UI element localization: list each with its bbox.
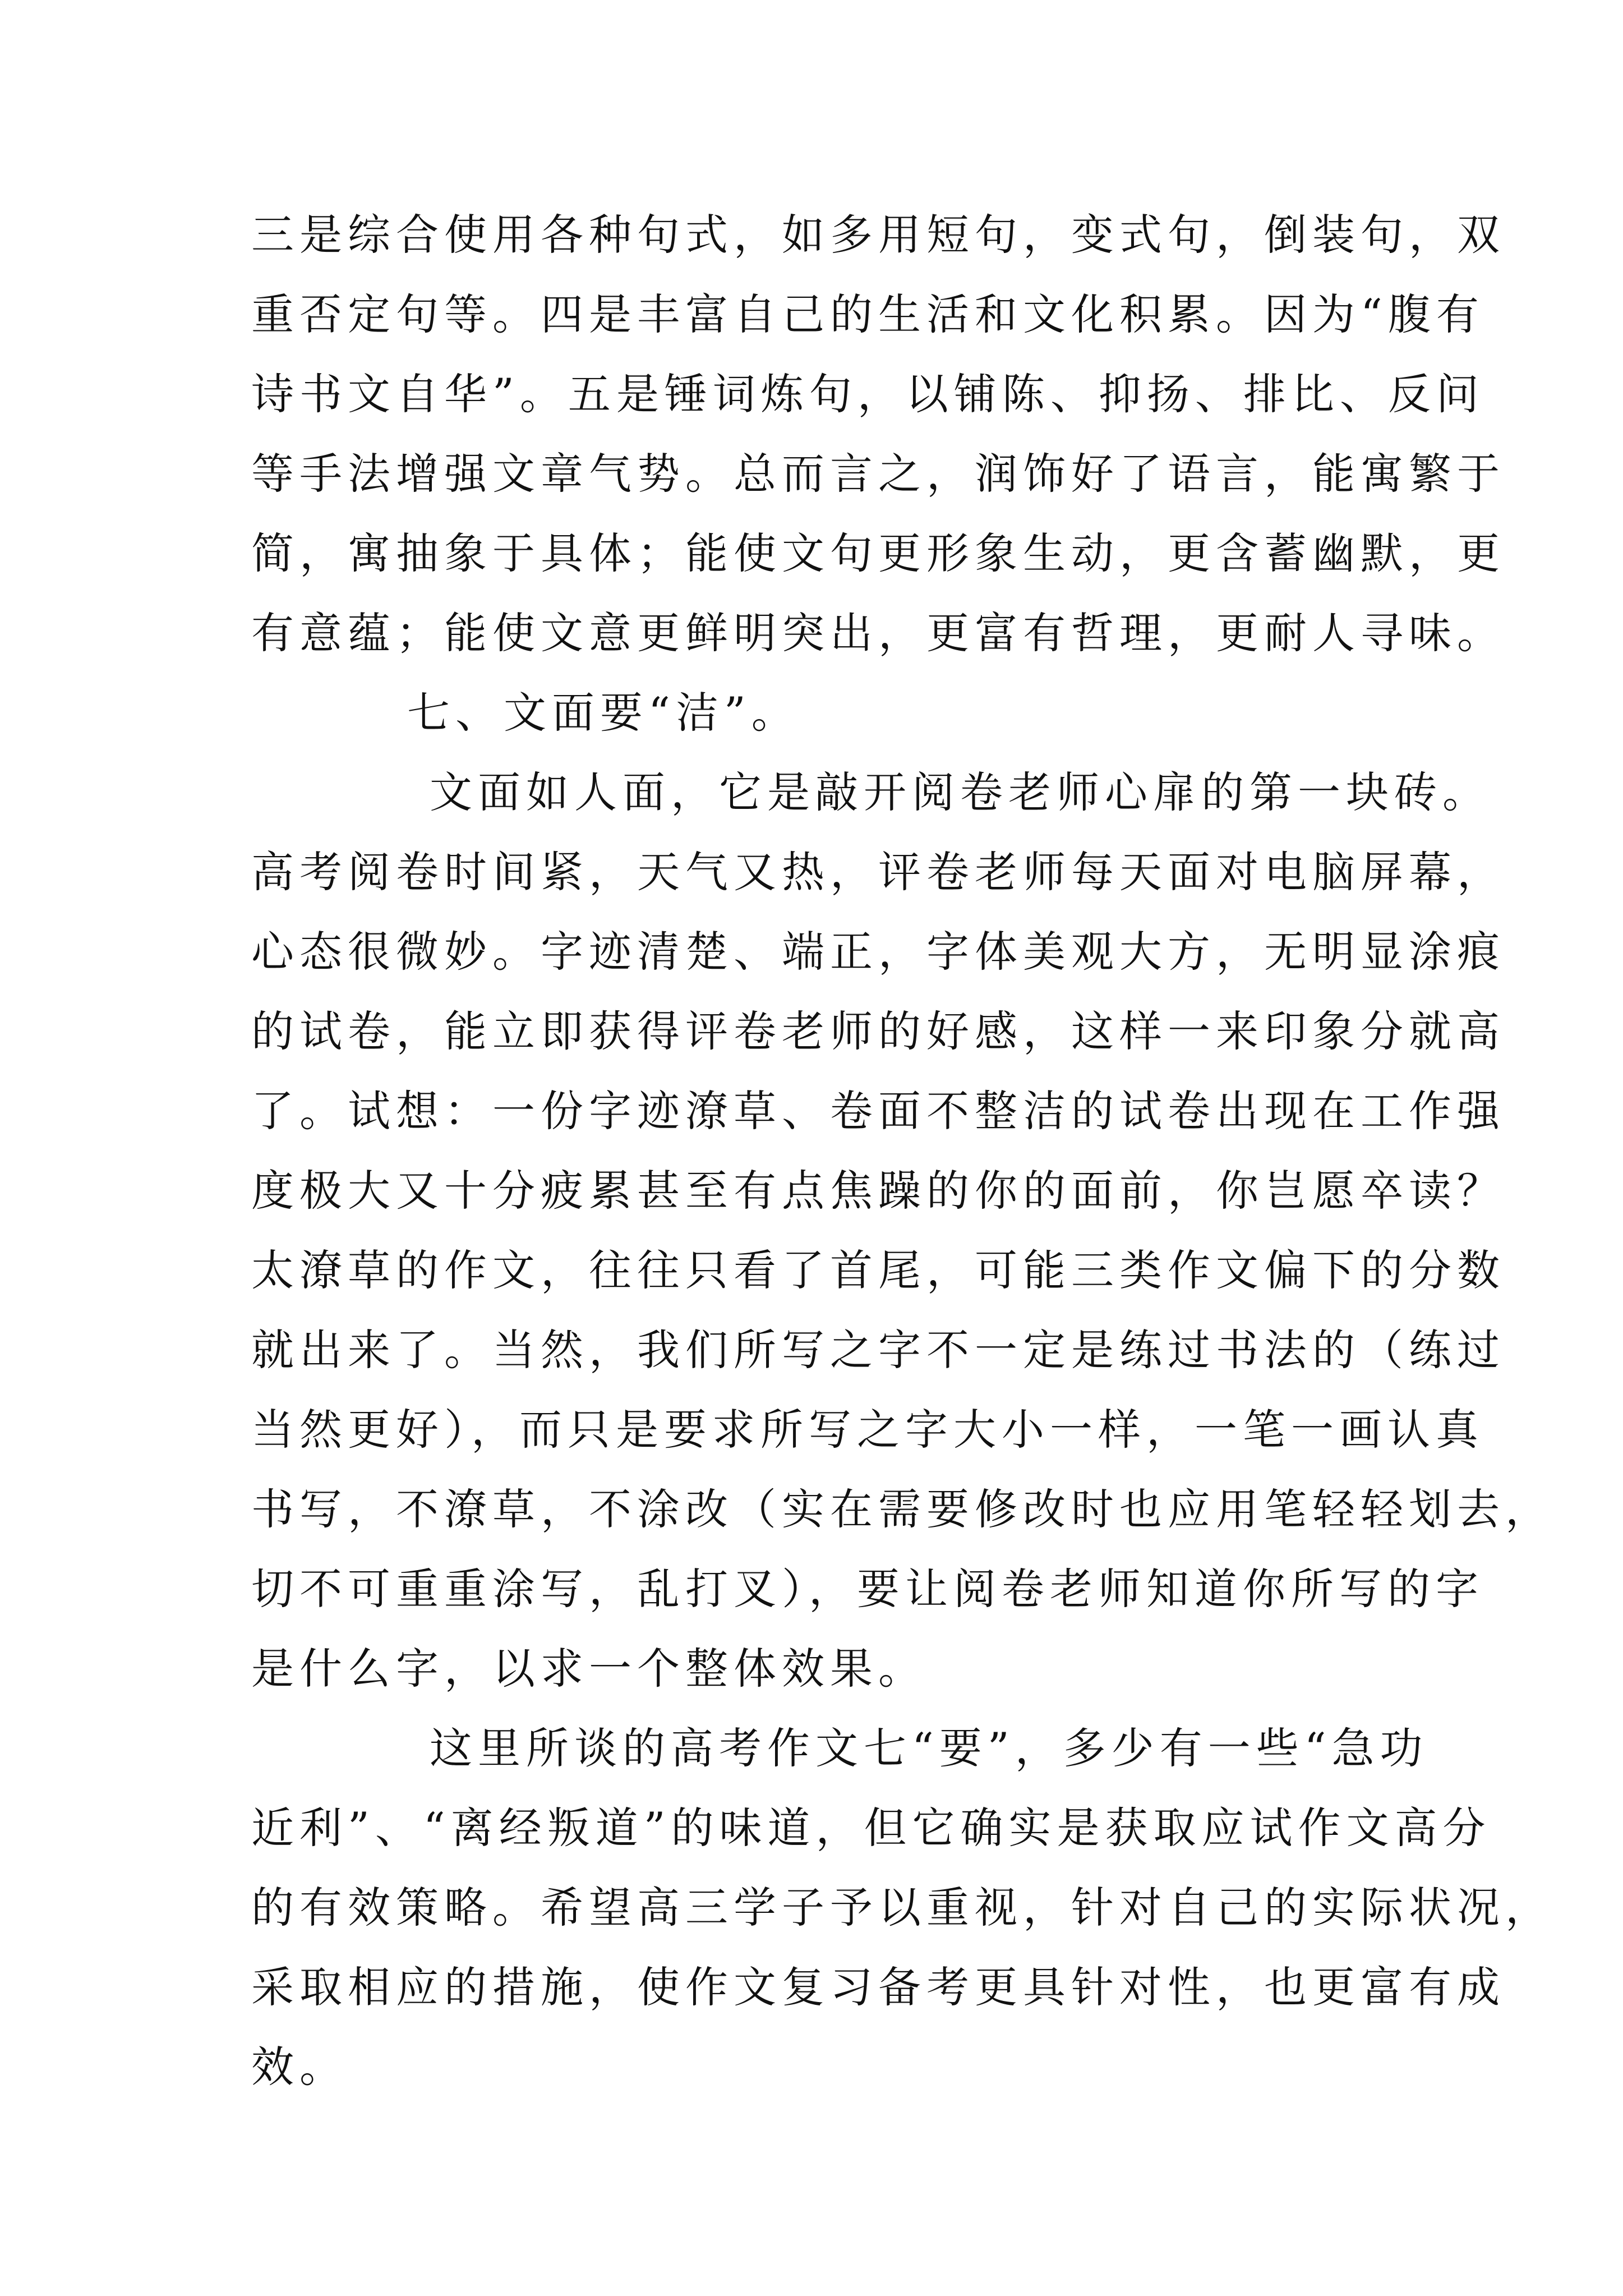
text-line: 有意蕴；能使文意更鲜明突出，更富有哲理，更耐人寻味。 bbox=[251, 608, 1505, 658]
section-heading: 七、文面要“洁”。 bbox=[407, 688, 800, 738]
text-line: 近利”、“离经叛道”的味道，但它确实是获取应试作文高分 bbox=[251, 1803, 1491, 1853]
text-line: 三是综合使用各种句式，如多用短句，变式句，倒装句，双 bbox=[251, 210, 1505, 260]
body-text bbox=[251, 195, 1553, 2107]
text-line: 太潦草的作文，往往只看了首尾，可能三类作文偏下的分数 bbox=[251, 1245, 1505, 1295]
paragraph-first-line: 文面如人面，它是敲开阅卷老师心扉的第一块砖。 bbox=[430, 767, 1491, 817]
paragraph-first-line: 这里所谈的高考作文七“要”，多少有一些“急功 bbox=[430, 1723, 1428, 1773]
text-line: 了。试想：一份字迹潦草、卷面不整洁的试卷出现在工作强 bbox=[251, 1086, 1505, 1136]
text-line: 采取相应的措施，使作文复习备考更具针对性，也更富有成 bbox=[251, 1962, 1505, 2012]
text-line: 心态很微妙。字迹清楚、端正，字体美观大方，无明显涂痕 bbox=[251, 927, 1505, 977]
text-line: 度极大又十分疲累甚至有点焦躁的你的面前，你岂愿卒读？ bbox=[251, 1166, 1505, 1216]
text-line: 诗书文自华”。五是锤词炼句，以铺陈、抑扬、排比、反问 bbox=[251, 369, 1484, 419]
text-line: 高考阅卷时间紧，天气又热，评卷老师每天面对电脑屏幕， bbox=[251, 847, 1505, 897]
text-line: 书写，不潦草，不涂改（实在需要修改时也应用笔轻轻划去， bbox=[251, 1484, 1553, 1534]
text-line: 切不可重重涂写，乱打叉），要让阅卷老师知道你所写的字 bbox=[251, 1564, 1484, 1614]
text-line: 就出来了。当然，我们所写之字不一定是练过书法的（练过 bbox=[251, 1325, 1505, 1375]
text-line: 重否定句等。四是丰富自己的生活和文化积累。因为“腹有 bbox=[251, 289, 1484, 339]
text-line: 的试卷，能立即获得评卷老师的好感，这样一来印象分就高 bbox=[251, 1006, 1505, 1056]
text-line: 效。 bbox=[251, 2042, 348, 2092]
text-line: 当然更好），而只是要求所写之字大小一样，一笔一画认真 bbox=[251, 1405, 1484, 1455]
text-line: 是什么字，以求一个整体效果。 bbox=[251, 1644, 926, 1694]
text-line: 等手法增强文章气势。总而言之，润饰好了语言，能寓繁于 bbox=[251, 449, 1505, 499]
text-line: 简，寓抽象于具体；能使文句更形象生动，更含蓄幽默，更 bbox=[251, 528, 1505, 578]
text-line: 的有效策略。希望高三学子予以重视，针对自己的实际状况， bbox=[251, 1883, 1553, 1932]
